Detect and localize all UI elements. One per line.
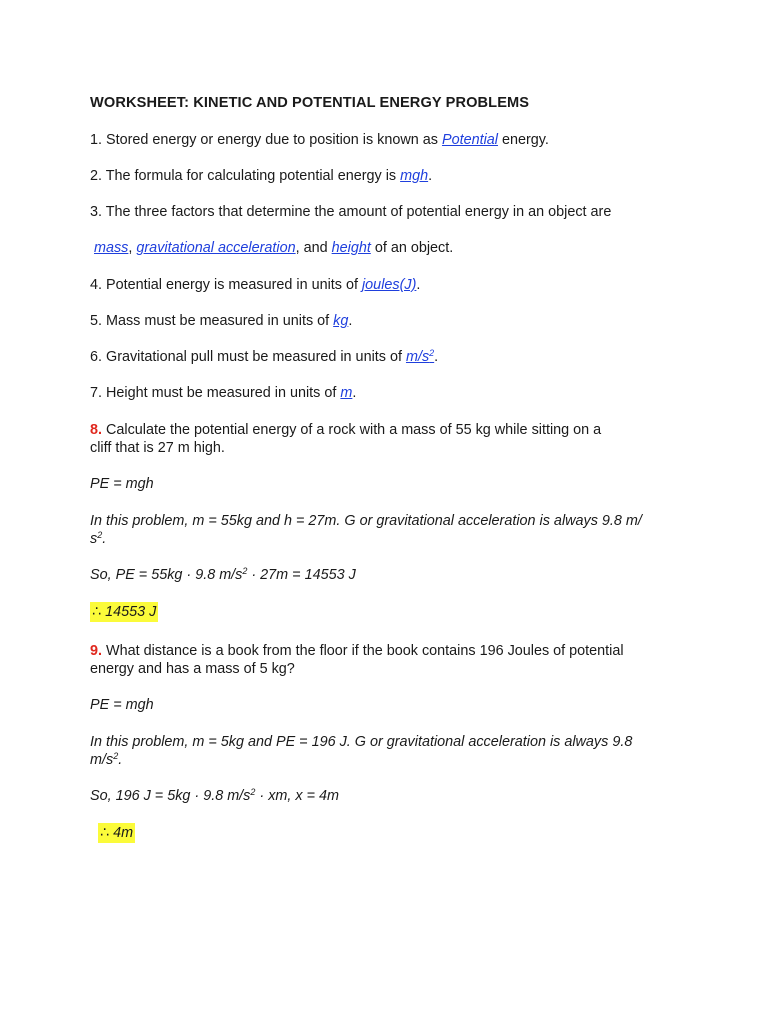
answer <box>406 349 434 365</box>
question-text-end: energy. <box>498 132 549 148</box>
exponent: 2 <box>250 787 256 797</box>
question-text: What distance is a book from the floor if the book contains 196 Joules of potential <box>102 643 624 659</box>
question-9-result <box>98 824 135 842</box>
answer: Potential <box>441 132 498 148</box>
question-9-line-2: energy and has a mass of 5 kg? <box>90 661 295 677</box>
question-9-solution <box>90 787 339 805</box>
question-8-given-line-2 <box>90 530 106 548</box>
solution-text-end: · 27m = 14553 J <box>247 567 356 583</box>
answer: mgh <box>400 168 429 184</box>
given-text-end: . <box>102 531 107 547</box>
answer-mass: mass <box>94 240 129 256</box>
question-3: 3. The three factors that determine the amount of potential energy in an object are <box>90 204 612 220</box>
question-7 <box>90 384 356 402</box>
question-number: 8. <box>90 422 103 438</box>
answer: joules(J) <box>361 277 417 293</box>
answer-base: m/s <box>405 349 430 365</box>
highlighted-answer: ∴ 4m <box>100 825 134 841</box>
question-text: 5. Mass must be measured in units of <box>90 313 334 329</box>
question-8-line-2: cliff that is 27 m high. <box>90 440 225 456</box>
question-5 <box>90 312 352 330</box>
given-text: m/s <box>90 752 114 768</box>
question-8-result <box>90 603 158 621</box>
separator: , and <box>295 240 332 256</box>
question-text: Calculate the potential energy of a rock with a mass of 55 kg while sitting on a <box>102 422 602 438</box>
question-6 <box>90 348 438 366</box>
highlighted-answer: ∴ 14553 J <box>92 604 157 620</box>
question-text-end: . <box>434 349 439 365</box>
separator: , <box>128 240 137 256</box>
answer-exponent: 2 <box>429 348 435 358</box>
question-text: 4. Potential energy is measured in units of <box>90 277 362 293</box>
question-text: 6. Gravitational pull must be measured in units of <box>90 349 406 365</box>
question-text-end: . <box>416 277 421 293</box>
question-4 <box>90 276 420 294</box>
question-3-answers <box>94 239 453 257</box>
question-2 <box>90 167 432 185</box>
answer-height: height <box>331 240 371 256</box>
answer-gravitational-acceleration: gravitational acceleration <box>136 240 296 256</box>
question-9-formula: PE = mgh <box>90 697 154 713</box>
exponent: 2 <box>113 751 119 761</box>
question-8-given-line-1: In this problem, m = 55kg and h = 27m. G or gravitational acceleration is always 9.8 m/ <box>90 513 642 529</box>
question-8-line-1 <box>90 421 601 439</box>
question-9-line-1 <box>90 642 624 660</box>
question-text: 1. Stored energy or energy due to position is known as <box>90 132 442 148</box>
question-8-formula: PE = mgh <box>90 476 154 492</box>
question-1 <box>90 131 549 149</box>
question-text-end: . <box>348 313 353 329</box>
solution-text: So, PE = 55kg · 9.8 m/s <box>90 567 243 583</box>
exponent: 2 <box>97 530 103 540</box>
question-9-given-line-1: In this problem, m = 5kg and PE = 196 J. G or gravitational acceleration is always 9.8 <box>90 734 633 750</box>
question-text: 7. Height must be measured in units of <box>90 385 341 401</box>
answer: kg <box>333 313 349 329</box>
question-number: 9. <box>90 643 103 659</box>
answer: m <box>340 385 353 401</box>
question-text: 2. The formula for calculating potential energy is <box>90 168 401 184</box>
question-text-end: . <box>352 385 357 401</box>
given-text: s <box>90 531 98 547</box>
given-text-end: . <box>118 752 123 768</box>
question-text-end: . <box>428 168 433 184</box>
question-8-solution <box>90 566 356 584</box>
question-text-end: of an object. <box>370 240 454 256</box>
question-9-given-line-2 <box>90 751 122 769</box>
worksheet-title: WORKSHEET: KINETIC AND POTENTIAL ENERGY PROBLEMS <box>90 95 530 111</box>
solution-text-end: · xm, x = 4m <box>255 788 339 804</box>
exponent: 2 <box>242 566 248 576</box>
solution-text: So, 196 J = 5kg · 9.8 m/s <box>90 788 251 804</box>
